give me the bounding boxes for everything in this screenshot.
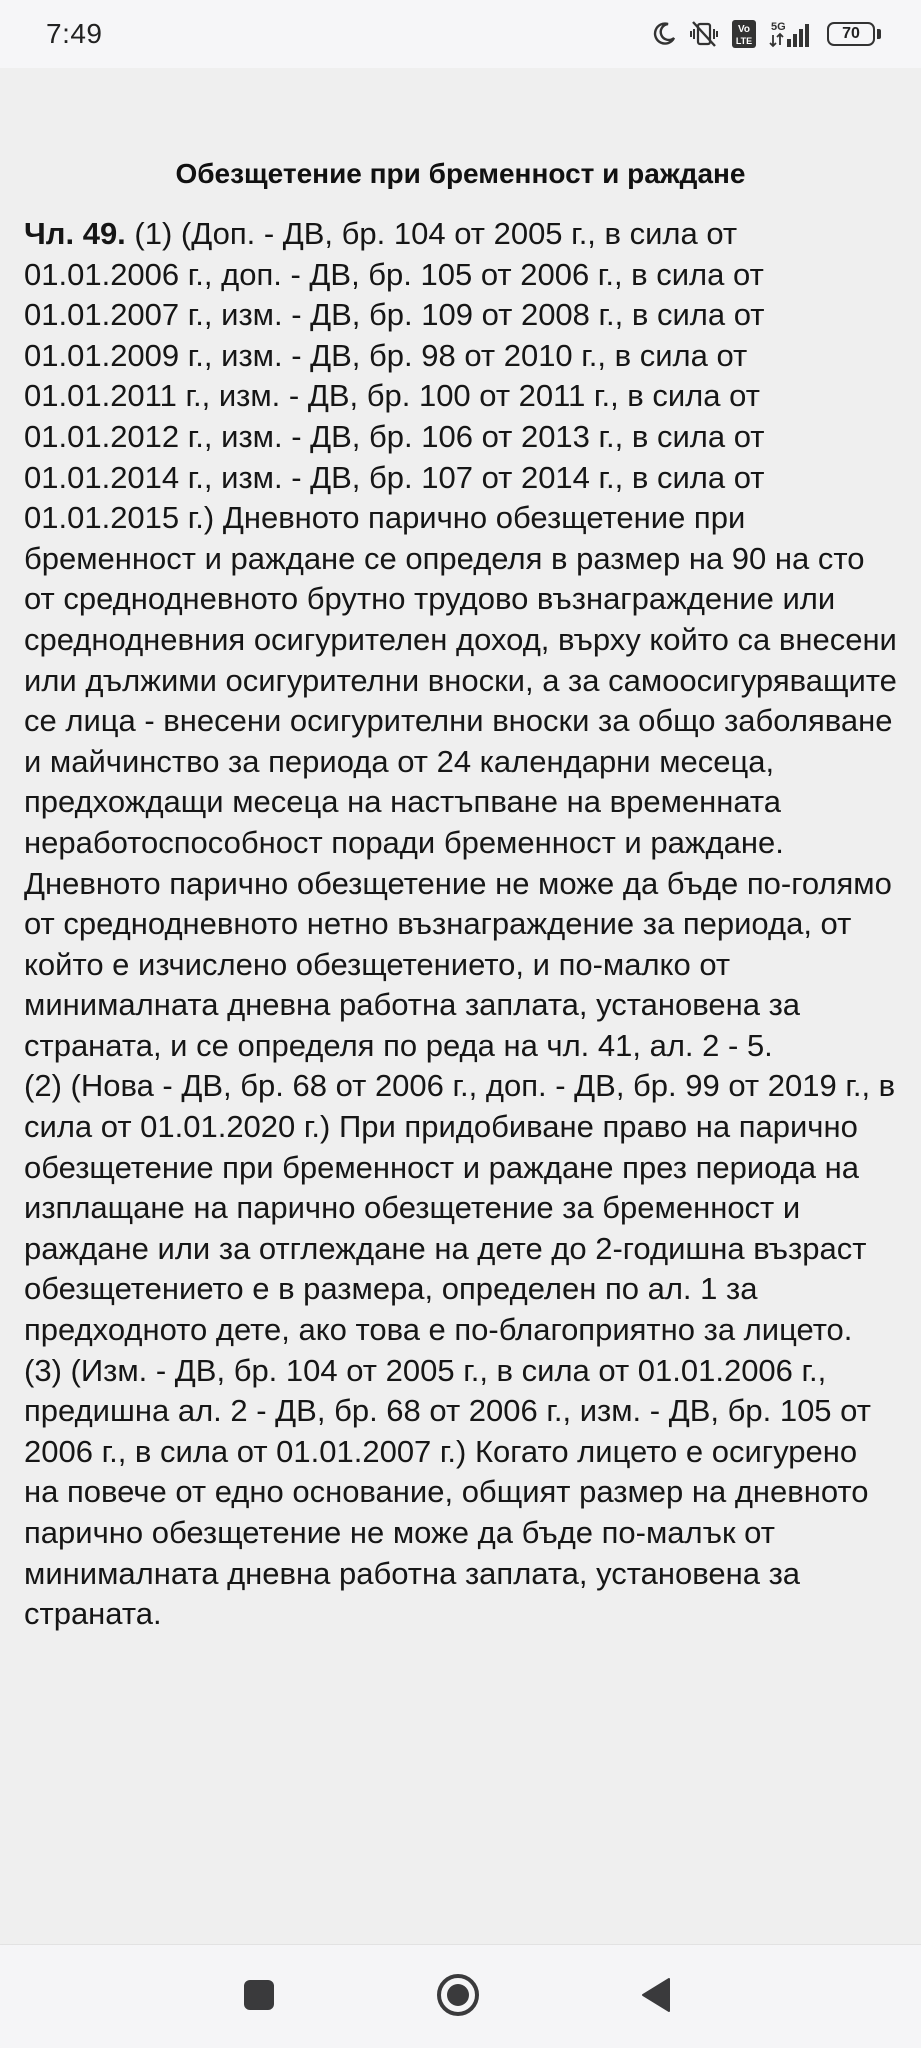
- dnd-moon-icon: [651, 21, 677, 47]
- vibrate-off-icon: [689, 20, 719, 48]
- article-text: [24, 214, 897, 1635]
- article-number: Чл. 49.: [24, 216, 126, 251]
- status-bar: [0, 0, 921, 68]
- svg-text:Vo: Vo: [737, 24, 751, 35]
- battery-icon: [827, 22, 881, 46]
- volte-icon: [731, 19, 757, 49]
- content-area: [0, 68, 921, 1944]
- signal-5g-icon: [769, 19, 815, 49]
- navigation-bar: [0, 1944, 921, 2048]
- battery-tip: [877, 29, 881, 39]
- page-title: Обезщетение при бременност и раждане: [175, 158, 746, 189]
- circle-icon: [435, 1972, 481, 2018]
- status-time: 7:49: [46, 18, 103, 49]
- battery-level: 70: [827, 22, 875, 46]
- square-icon: [242, 1978, 276, 2012]
- status-icons: [651, 19, 881, 49]
- paragraph-3: (3) (Изм. - ДВ, бр. 104 от 2005 г., в сила от 01.01.2006 г., предишна ал. 2 - ДВ, бр. 68 от 2006 г., изм. - ДВ, бр. 105 от 2006 г., в сила от 01.01.2007 г.) Когато лицето е осигурено на повече от едно основание, общият размер на дневното парично обезщетение не може да бъде по-малък от минималната дневна работна заплата, установена за страната.: [24, 1352, 871, 1632]
- recent-apps-button[interactable]: [229, 1965, 289, 2025]
- home-button[interactable]: [428, 1965, 488, 2025]
- paragraph-1: [24, 214, 897, 1066]
- triangle-back-icon: [639, 1976, 673, 2014]
- back-button[interactable]: [626, 1965, 686, 2025]
- svg-text:LTE: LTE: [735, 36, 753, 46]
- paragraph-1-text: (1) (Доп. - ДВ, бр. 104 от 2005 г., в сила от 01.01.2006 г., доп. - ДВ, бр. 105 от 2006 г., в сила от 01.01.2007 г., изм. - ДВ, бр. 109 от 2008 г., в сила от 01.01.2009 г., изм. - ДВ, бр. 98 от 2010 г., в сила от 01.01.2011 г., изм. - ДВ, бр. 100 от 2011 г., в сила от 01.01.2012 г., изм. - ДВ, бр. 106 от 2013 г., в сила от 01.01.2014 г., изм. - ДВ, бр. 107 от 2014 г., в сила от 01.01.2015 г.) Дневното парично обезщетение при бременност и раждане се определя в размер на 90 на сто от среднодневното брутно трудово възнаграждение или среднодневния осигурителен доход, върху който са внесени или дължими осигурителни вноски, а за самоосигуряващите се лица - внесени осигурителни вноски за общо заболяване и майчинство за периода от 24 календарни месеца, предхождащи месеца на настъпване на временната неработоспособност поради бременност и раждане. Дневното парично обезщетение не може да бъде по-голямо от среднодневното нетно възнаграждение за периода, от който е изчислено обезщетението, и по-малко от минималната дневна работна заплата, установена за страната, и се определя по реда на чл. 41, ал. 2 - 5.: [24, 216, 897, 1063]
- paragraph-2: (2) (Нова - ДВ, бр. 68 от 2006 г., доп. - ДВ, бр. 99 от 2019 г., в сила от 01.01.2020 г.) При придобиване право на парично обезщетение при бременност и раждане през периода на изплащане на парично обезщетение за бременност и раждане или за отглеждане на дете до 2-годишна възраст обезщетението е в размера, определен по ал. 1 за предходното дете, ако това е по-благоприятно за лицето.: [24, 1068, 896, 1348]
- svg-text:5G: 5G: [771, 21, 786, 33]
